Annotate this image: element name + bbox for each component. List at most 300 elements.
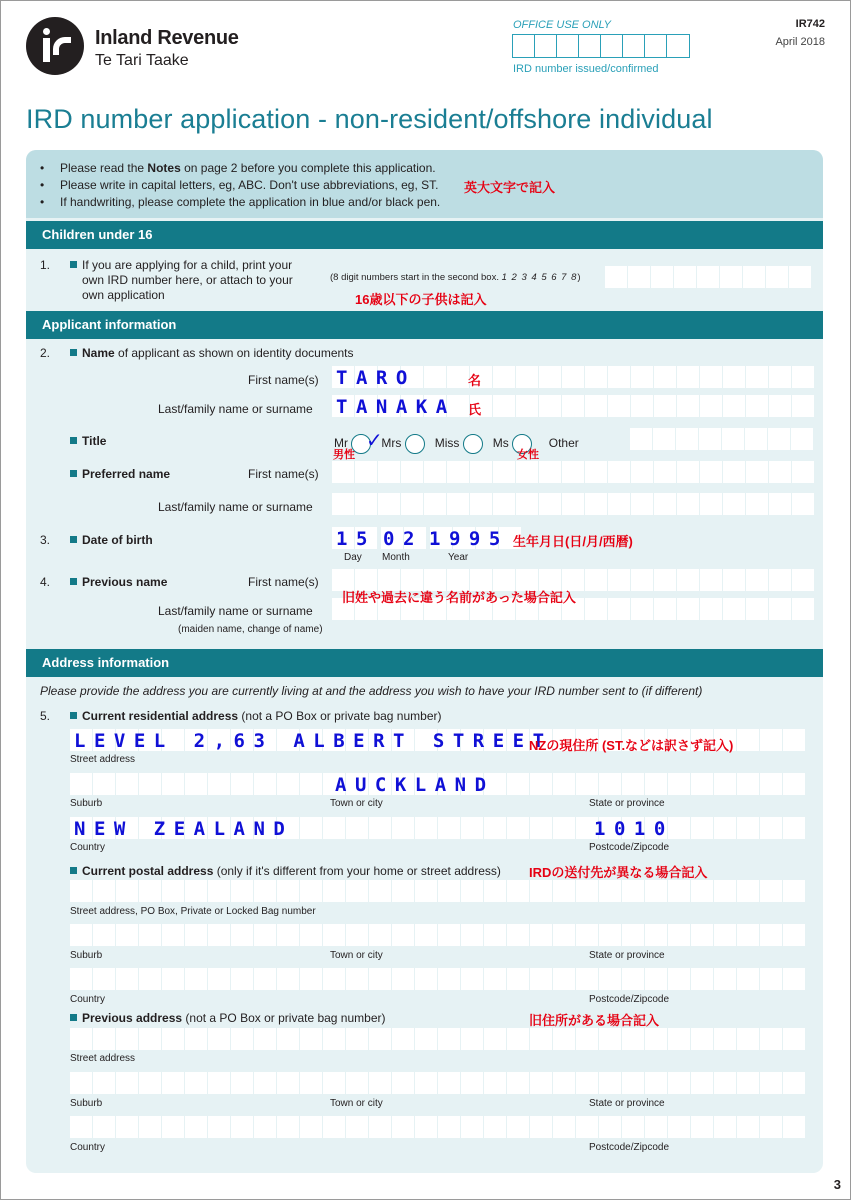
letter-box[interactable] bbox=[737, 1028, 759, 1050]
letter-box[interactable] bbox=[760, 880, 782, 902]
letter-box[interactable] bbox=[162, 1072, 184, 1094]
radio-miss[interactable] bbox=[463, 434, 483, 454]
letter-box[interactable] bbox=[93, 924, 115, 946]
letter-box[interactable] bbox=[783, 880, 805, 902]
letter-box[interactable] bbox=[723, 461, 745, 483]
letter-box[interactable] bbox=[93, 1072, 115, 1094]
letter-box[interactable] bbox=[231, 773, 253, 795]
letter-box[interactable] bbox=[254, 968, 276, 990]
letter-box[interactable] bbox=[737, 880, 759, 902]
letter-box[interactable] bbox=[332, 493, 354, 515]
letter-box[interactable] bbox=[93, 773, 115, 795]
letter-box[interactable] bbox=[208, 773, 230, 795]
letter-box[interactable] bbox=[70, 1116, 92, 1138]
letter-box[interactable] bbox=[231, 1116, 253, 1138]
letter-box[interactable] bbox=[116, 880, 138, 902]
letter-box[interactable] bbox=[208, 1072, 230, 1094]
letter-box[interactable] bbox=[415, 817, 437, 839]
letter-box[interactable] bbox=[530, 880, 552, 902]
letter-box[interactable] bbox=[254, 1028, 276, 1050]
letter-box[interactable] bbox=[668, 924, 690, 946]
letter-box[interactable] bbox=[608, 493, 630, 515]
letter-box[interactable] bbox=[677, 395, 699, 417]
letter-box[interactable] bbox=[631, 461, 653, 483]
letter-box[interactable] bbox=[746, 461, 768, 483]
letter-box[interactable] bbox=[300, 1116, 322, 1138]
postal-street-input[interactable] bbox=[70, 880, 805, 902]
letter-box[interactable] bbox=[530, 773, 552, 795]
letter-box[interactable] bbox=[346, 817, 368, 839]
letter-box[interactable] bbox=[424, 461, 446, 483]
letter-box[interactable] bbox=[516, 461, 538, 483]
letter-box[interactable] bbox=[691, 924, 713, 946]
letter-box[interactable] bbox=[654, 395, 676, 417]
letter-box[interactable] bbox=[530, 817, 552, 839]
letter-box[interactable] bbox=[760, 1028, 782, 1050]
letter-box[interactable] bbox=[507, 1028, 529, 1050]
letter-box[interactable] bbox=[723, 395, 745, 417]
letter-box[interactable] bbox=[277, 880, 299, 902]
letter-box[interactable] bbox=[737, 773, 759, 795]
letter-box[interactable] bbox=[562, 493, 584, 515]
letter-box[interactable] bbox=[346, 1028, 368, 1050]
letter-box[interactable] bbox=[369, 817, 391, 839]
letter-box[interactable] bbox=[300, 817, 322, 839]
letter-box[interactable] bbox=[576, 773, 598, 795]
letter-box[interactable] bbox=[300, 773, 322, 795]
letter-box[interactable] bbox=[323, 924, 345, 946]
letter-box[interactable] bbox=[162, 773, 184, 795]
letter-box[interactable] bbox=[654, 569, 676, 591]
letter-box[interactable] bbox=[493, 395, 515, 417]
letter-box[interactable] bbox=[231, 880, 253, 902]
letter-box[interactable] bbox=[562, 366, 584, 388]
letter-box[interactable] bbox=[599, 1116, 621, 1138]
letter-box[interactable] bbox=[277, 968, 299, 990]
letter-box[interactable] bbox=[323, 817, 345, 839]
letter-box[interactable] bbox=[783, 924, 805, 946]
letter-box[interactable] bbox=[539, 493, 561, 515]
letter-box[interactable] bbox=[392, 817, 414, 839]
letter-box[interactable] bbox=[369, 880, 391, 902]
letter-box[interactable] bbox=[700, 395, 722, 417]
letter-box[interactable] bbox=[722, 428, 744, 450]
letter-box[interactable] bbox=[677, 598, 699, 620]
letter-box[interactable] bbox=[783, 1028, 805, 1050]
letter-box[interactable] bbox=[714, 924, 736, 946]
letter-box[interactable] bbox=[654, 461, 676, 483]
letter-box[interactable] bbox=[208, 924, 230, 946]
letter-box[interactable] bbox=[530, 968, 552, 990]
letter-box[interactable] bbox=[438, 1028, 460, 1050]
letter-box[interactable] bbox=[507, 880, 529, 902]
letter-box[interactable] bbox=[760, 817, 782, 839]
letter-box[interactable] bbox=[530, 1116, 552, 1138]
postal-suburb-city-input[interactable] bbox=[70, 924, 805, 946]
letter-box[interactable] bbox=[323, 880, 345, 902]
letter-box[interactable] bbox=[208, 880, 230, 902]
letter-box[interactable] bbox=[208, 968, 230, 990]
letter-box[interactable] bbox=[424, 493, 446, 515]
letter-box[interactable] bbox=[516, 395, 538, 417]
letter-box[interactable] bbox=[783, 968, 805, 990]
letter-box[interactable] bbox=[769, 569, 791, 591]
letter-box[interactable] bbox=[783, 729, 805, 751]
letter-box[interactable] bbox=[185, 880, 207, 902]
letter-box[interactable] bbox=[231, 968, 253, 990]
letter-box[interactable] bbox=[516, 366, 538, 388]
letter-box[interactable] bbox=[783, 1072, 805, 1094]
letter-box[interactable] bbox=[677, 461, 699, 483]
letter-box[interactable] bbox=[530, 924, 552, 946]
letter-box[interactable] bbox=[277, 1072, 299, 1094]
letter-box[interactable] bbox=[585, 395, 607, 417]
letter-box[interactable] bbox=[645, 924, 667, 946]
letter-box[interactable] bbox=[576, 1116, 598, 1138]
letter-box[interactable] bbox=[691, 1028, 713, 1050]
letter-box[interactable] bbox=[116, 1116, 138, 1138]
letter-box[interactable] bbox=[576, 1072, 598, 1094]
letter-box[interactable] bbox=[231, 1028, 253, 1050]
letter-box[interactable] bbox=[723, 598, 745, 620]
letter-box[interactable] bbox=[700, 493, 722, 515]
letter-box[interactable] bbox=[139, 1028, 161, 1050]
letter-box[interactable] bbox=[355, 493, 377, 515]
letter-box[interactable] bbox=[792, 493, 814, 515]
radio-mrs[interactable] bbox=[405, 434, 425, 454]
letter-box[interactable] bbox=[562, 395, 584, 417]
letter-box[interactable] bbox=[599, 968, 621, 990]
letter-box[interactable] bbox=[231, 1072, 253, 1094]
letter-box[interactable] bbox=[254, 1116, 276, 1138]
letter-box[interactable] bbox=[791, 428, 813, 450]
letter-box[interactable] bbox=[438, 817, 460, 839]
letter-box[interactable] bbox=[691, 773, 713, 795]
letter-box[interactable] bbox=[622, 1028, 644, 1050]
letter-box[interactable] bbox=[139, 1116, 161, 1138]
letter-box[interactable] bbox=[139, 1072, 161, 1094]
letter-box[interactable] bbox=[631, 598, 653, 620]
letter-box[interactable] bbox=[723, 366, 745, 388]
letter-box[interactable] bbox=[392, 924, 414, 946]
letter-box[interactable] bbox=[162, 968, 184, 990]
letter-box[interactable] bbox=[622, 1072, 644, 1094]
letter-box[interactable] bbox=[553, 880, 575, 902]
letter-box[interactable] bbox=[737, 1116, 759, 1138]
letter-box[interactable] bbox=[277, 773, 299, 795]
letter-box[interactable] bbox=[300, 1072, 322, 1094]
letter-box[interactable] bbox=[622, 968, 644, 990]
letter-box[interactable] bbox=[461, 968, 483, 990]
letter-box[interactable] bbox=[70, 968, 92, 990]
letter-box[interactable] bbox=[714, 1116, 736, 1138]
preferred-last-input[interactable] bbox=[332, 493, 814, 515]
letter-box[interactable] bbox=[691, 1116, 713, 1138]
previous-suburb-city-input[interactable] bbox=[70, 1072, 805, 1094]
letter-box[interactable] bbox=[507, 968, 529, 990]
letter-box[interactable] bbox=[676, 428, 698, 450]
letter-box[interactable] bbox=[645, 968, 667, 990]
letter-box[interactable] bbox=[723, 569, 745, 591]
letter-box[interactable] bbox=[768, 428, 790, 450]
letter-box[interactable] bbox=[700, 461, 722, 483]
letter-box[interactable] bbox=[300, 880, 322, 902]
letter-box[interactable] bbox=[783, 773, 805, 795]
letter-box[interactable] bbox=[162, 1028, 184, 1050]
letter-box[interactable] bbox=[585, 366, 607, 388]
letter-box[interactable] bbox=[323, 1116, 345, 1138]
letter-box[interactable] bbox=[668, 773, 690, 795]
letter-box[interactable] bbox=[254, 880, 276, 902]
letter-box[interactable] bbox=[553, 773, 575, 795]
letter-box[interactable] bbox=[654, 366, 676, 388]
letter-box[interactable] bbox=[599, 1028, 621, 1050]
letter-box[interactable] bbox=[553, 1072, 575, 1094]
letter-box[interactable] bbox=[530, 1028, 552, 1050]
letter-box[interactable] bbox=[369, 1116, 391, 1138]
letter-box[interactable] bbox=[93, 1028, 115, 1050]
letter-box[interactable] bbox=[714, 817, 736, 839]
letter-box[interactable] bbox=[484, 880, 506, 902]
previous-street-input[interactable] bbox=[70, 1028, 805, 1050]
letter-box[interactable] bbox=[769, 366, 791, 388]
letter-box[interactable] bbox=[792, 461, 814, 483]
letter-box[interactable] bbox=[760, 924, 782, 946]
postal-country-postcode-input[interactable] bbox=[70, 968, 805, 990]
letter-box[interactable] bbox=[668, 968, 690, 990]
letter-box[interactable] bbox=[700, 569, 722, 591]
letter-box[interactable] bbox=[677, 493, 699, 515]
letter-box[interactable] bbox=[746, 493, 768, 515]
letter-box[interactable] bbox=[70, 880, 92, 902]
letter-box[interactable] bbox=[378, 493, 400, 515]
letter-box[interactable] bbox=[493, 366, 515, 388]
letter-box[interactable] bbox=[139, 880, 161, 902]
letter-box[interactable] bbox=[507, 773, 529, 795]
letter-box[interactable] bbox=[760, 729, 782, 751]
letter-box[interactable] bbox=[447, 366, 469, 388]
letter-box[interactable] bbox=[116, 1028, 138, 1050]
letter-box[interactable] bbox=[654, 598, 676, 620]
letter-box[interactable] bbox=[760, 968, 782, 990]
letter-box[interactable] bbox=[746, 598, 768, 620]
letter-box[interactable] bbox=[792, 366, 814, 388]
letter-box[interactable] bbox=[461, 1072, 483, 1094]
letter-box[interactable] bbox=[691, 968, 713, 990]
letter-box[interactable] bbox=[424, 366, 446, 388]
letter-box[interactable] bbox=[116, 924, 138, 946]
letter-box[interactable] bbox=[369, 968, 391, 990]
letter-box[interactable] bbox=[539, 366, 561, 388]
letter-box[interactable] bbox=[447, 461, 469, 483]
letter-box[interactable] bbox=[484, 1028, 506, 1050]
letter-box[interactable] bbox=[668, 1072, 690, 1094]
letter-box[interactable] bbox=[745, 428, 767, 450]
letter-box[interactable] bbox=[493, 493, 515, 515]
letter-box[interactable] bbox=[392, 1028, 414, 1050]
letter-box[interactable] bbox=[608, 366, 630, 388]
letter-box[interactable] bbox=[93, 880, 115, 902]
letter-box[interactable] bbox=[447, 493, 469, 515]
letter-box[interactable] bbox=[769, 493, 791, 515]
letter-box[interactable] bbox=[769, 395, 791, 417]
letter-box[interactable] bbox=[507, 924, 529, 946]
letter-box[interactable] bbox=[70, 924, 92, 946]
letter-box[interactable] bbox=[116, 1072, 138, 1094]
letter-box[interactable] bbox=[737, 817, 759, 839]
letter-box[interactable] bbox=[562, 461, 584, 483]
letter-box[interactable] bbox=[645, 773, 667, 795]
letter-box[interactable] bbox=[714, 773, 736, 795]
letter-box[interactable] bbox=[585, 461, 607, 483]
letter-box[interactable] bbox=[93, 1116, 115, 1138]
letter-box[interactable] bbox=[645, 880, 667, 902]
letter-box[interactable] bbox=[401, 493, 423, 515]
letter-box[interactable] bbox=[323, 968, 345, 990]
letter-box[interactable] bbox=[677, 366, 699, 388]
letter-box[interactable] bbox=[185, 1116, 207, 1138]
letter-box[interactable] bbox=[162, 924, 184, 946]
letter-box[interactable] bbox=[139, 924, 161, 946]
letter-box[interactable] bbox=[653, 428, 675, 450]
letter-box[interactable] bbox=[438, 968, 460, 990]
letter-box[interactable] bbox=[691, 1072, 713, 1094]
letter-box[interactable] bbox=[162, 880, 184, 902]
letter-box[interactable] bbox=[369, 1028, 391, 1050]
letter-box[interactable] bbox=[470, 461, 492, 483]
letter-box[interactable] bbox=[415, 880, 437, 902]
letter-box[interactable] bbox=[622, 773, 644, 795]
letter-box[interactable] bbox=[737, 968, 759, 990]
letter-box[interactable] bbox=[691, 817, 713, 839]
letter-box[interactable] bbox=[553, 817, 575, 839]
letter-box[interactable] bbox=[599, 924, 621, 946]
letter-box[interactable] bbox=[631, 366, 653, 388]
letter-box[interactable] bbox=[630, 428, 652, 450]
letter-box[interactable] bbox=[737, 1072, 759, 1094]
letter-box[interactable] bbox=[461, 1116, 483, 1138]
letter-box[interactable] bbox=[723, 493, 745, 515]
letter-box[interactable] bbox=[300, 1028, 322, 1050]
letter-box[interactable] bbox=[415, 1028, 437, 1050]
letter-box[interactable] bbox=[484, 1116, 506, 1138]
letter-box[interactable] bbox=[369, 924, 391, 946]
letter-box[interactable] bbox=[346, 968, 368, 990]
letter-box[interactable] bbox=[700, 598, 722, 620]
letter-box[interactable] bbox=[792, 569, 814, 591]
letter-box[interactable] bbox=[484, 817, 506, 839]
letter-box[interactable] bbox=[792, 598, 814, 620]
letter-box[interactable] bbox=[760, 773, 782, 795]
letter-box[interactable] bbox=[461, 1028, 483, 1050]
letter-box[interactable] bbox=[576, 880, 598, 902]
letter-box[interactable] bbox=[631, 493, 653, 515]
letter-box[interactable] bbox=[185, 1072, 207, 1094]
letter-box[interactable] bbox=[622, 924, 644, 946]
letter-box[interactable] bbox=[576, 1028, 598, 1050]
letter-box[interactable] bbox=[645, 1072, 667, 1094]
letter-box[interactable] bbox=[769, 598, 791, 620]
letter-box[interactable] bbox=[645, 1028, 667, 1050]
letter-box[interactable] bbox=[714, 1072, 736, 1094]
letter-box[interactable] bbox=[438, 1116, 460, 1138]
letter-box[interactable] bbox=[783, 817, 805, 839]
letter-box[interactable] bbox=[392, 968, 414, 990]
letter-box[interactable] bbox=[516, 493, 538, 515]
letter-box[interactable] bbox=[493, 461, 515, 483]
letter-box[interactable] bbox=[769, 461, 791, 483]
letter-box[interactable] bbox=[668, 880, 690, 902]
letter-box[interactable] bbox=[714, 1028, 736, 1050]
letter-box[interactable] bbox=[93, 968, 115, 990]
letter-box[interactable] bbox=[585, 569, 607, 591]
letter-box[interactable] bbox=[139, 968, 161, 990]
letter-box[interactable] bbox=[300, 924, 322, 946]
letter-box[interactable] bbox=[668, 1028, 690, 1050]
previous-country-postcode-input[interactable] bbox=[70, 1116, 805, 1138]
letter-box[interactable] bbox=[323, 1028, 345, 1050]
letter-box[interactable] bbox=[737, 729, 759, 751]
letter-box[interactable] bbox=[231, 924, 253, 946]
letter-box[interactable] bbox=[714, 968, 736, 990]
letter-box[interactable] bbox=[539, 461, 561, 483]
letter-box[interactable] bbox=[484, 968, 506, 990]
letter-box[interactable] bbox=[746, 569, 768, 591]
letter-box[interactable] bbox=[70, 1072, 92, 1094]
letter-box[interactable] bbox=[484, 1072, 506, 1094]
letter-box[interactable] bbox=[415, 1116, 437, 1138]
q1-ird-input[interactable] bbox=[605, 266, 811, 288]
letter-box[interactable] bbox=[631, 395, 653, 417]
letter-box[interactable] bbox=[346, 924, 368, 946]
letter-box[interactable] bbox=[185, 1028, 207, 1050]
letter-box[interactable] bbox=[576, 924, 598, 946]
letter-box[interactable] bbox=[323, 1072, 345, 1094]
letter-box[interactable] bbox=[70, 773, 92, 795]
preferred-first-input[interactable] bbox=[332, 461, 814, 483]
letter-box[interactable] bbox=[539, 395, 561, 417]
letter-box[interactable] bbox=[608, 598, 630, 620]
letter-box[interactable] bbox=[355, 461, 377, 483]
letter-box[interactable] bbox=[185, 968, 207, 990]
letter-box[interactable] bbox=[378, 461, 400, 483]
letter-box[interactable] bbox=[783, 1116, 805, 1138]
letter-box[interactable] bbox=[700, 366, 722, 388]
letter-box[interactable] bbox=[139, 773, 161, 795]
letter-box[interactable] bbox=[162, 1116, 184, 1138]
letter-box[interactable] bbox=[599, 880, 621, 902]
title-other-input[interactable] bbox=[630, 428, 813, 450]
letter-box[interactable] bbox=[599, 1072, 621, 1094]
letter-box[interactable] bbox=[677, 569, 699, 591]
letter-box[interactable] bbox=[254, 1072, 276, 1094]
letter-box[interactable] bbox=[699, 428, 721, 450]
letter-box[interactable] bbox=[507, 817, 529, 839]
letter-box[interactable] bbox=[277, 924, 299, 946]
letter-box[interactable] bbox=[714, 880, 736, 902]
letter-box[interactable] bbox=[608, 461, 630, 483]
letter-box[interactable] bbox=[254, 924, 276, 946]
letter-box[interactable] bbox=[746, 366, 768, 388]
letter-box[interactable] bbox=[792, 395, 814, 417]
letter-box[interactable] bbox=[392, 1116, 414, 1138]
letter-box[interactable] bbox=[599, 773, 621, 795]
letter-box[interactable] bbox=[507, 1116, 529, 1138]
letter-box[interactable] bbox=[760, 1072, 782, 1094]
letter-box[interactable] bbox=[654, 493, 676, 515]
letter-box[interactable] bbox=[691, 880, 713, 902]
letter-box[interactable] bbox=[737, 924, 759, 946]
